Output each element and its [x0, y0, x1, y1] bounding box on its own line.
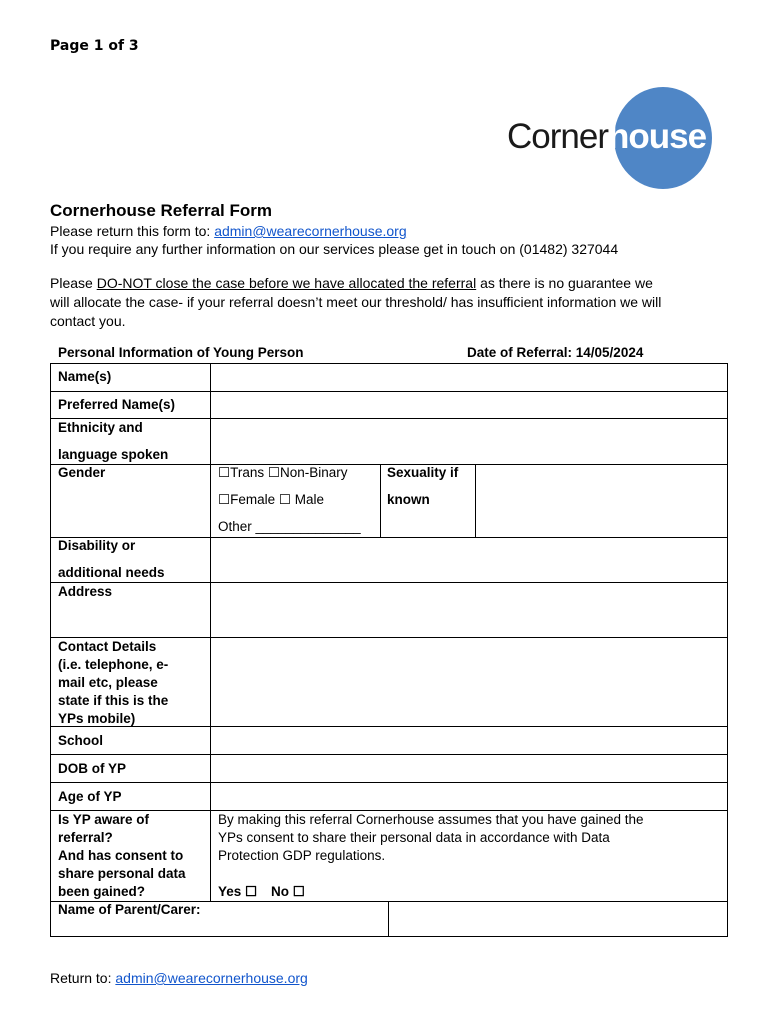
consent-line1: By making this referral Cornerhouse assumes that you have gained the [218, 812, 644, 827]
footer-prefix: Return to: [50, 970, 116, 986]
gender-other-blank[interactable]: ______________ [255, 519, 361, 534]
label-disability [58, 537, 165, 582]
label-consent-line3: And has consent to [58, 848, 184, 863]
gender-options [218, 464, 361, 536]
logo-text-house: house [607, 117, 707, 156]
consent-line2: YPs consent to share their personal data in accordance with Data [218, 830, 610, 845]
label-ethnicity-line1: Ethnicity and [58, 420, 143, 435]
label-sexuality-line2: known [387, 492, 430, 507]
label-disability-line1: Disability or [58, 538, 136, 553]
label-contact-line1: Contact Details [58, 639, 157, 654]
label-contact-line3: mail etc, please [58, 675, 158, 690]
notice-line-3: contact you. [50, 313, 126, 329]
logo [507, 117, 706, 157]
label-consent-line5: been gained? [58, 884, 146, 899]
section-title: Personal Information of Young Person [58, 345, 304, 360]
label-address: Address [58, 584, 113, 599]
label-contact-line5: YPs mobile) [58, 711, 136, 726]
consent-text [218, 811, 718, 865]
consent-no-checkbox[interactable]: No ☐ [271, 884, 305, 899]
contact-details-input[interactable] [211, 638, 727, 726]
label-names: Name(s) [58, 369, 112, 384]
label-parent-carer: Name of Parent/Carer: [58, 902, 201, 917]
label-dob: DOB of YP [58, 761, 127, 776]
referral-table [50, 363, 728, 937]
notice-prefix: Please [50, 275, 97, 291]
disability-input[interactable] [211, 538, 727, 582]
school-input[interactable] [211, 727, 727, 754]
footer-email-link[interactable]: admin@wearecornerhouse.org [115, 970, 308, 986]
gender-other-label: Other [218, 519, 252, 534]
gender-line-1[interactable]: ☐Trans ☐Non-Binary [218, 465, 348, 480]
label-sexuality-line1: Sexuality if [387, 465, 459, 480]
return-instruction [50, 222, 730, 241]
notice-line-2: will allocate the case- if your referral doesn’t meet our threshold/ has insufficient information we will [50, 294, 662, 310]
gender-line-2[interactable]: ☐Female ☐ Male [218, 492, 324, 507]
label-sexuality [387, 464, 458, 509]
age-input[interactable] [211, 783, 727, 810]
parent-carer-input[interactable] [389, 902, 727, 936]
ethnicity-input[interactable] [211, 419, 727, 464]
label-contact-details [58, 638, 168, 728]
preferred-names-input[interactable] [211, 392, 727, 418]
names-input[interactable] [211, 364, 727, 391]
footer [50, 970, 308, 986]
info-line: If you require any further information on our services please get in touch on (01482) 327044 [50, 241, 619, 257]
gender-other[interactable] [218, 518, 361, 536]
label-gender: Gender [58, 465, 106, 480]
label-consent-line4: share personal data [58, 866, 186, 881]
date-of-referral: Date of Referral: 14/05/2024 [467, 345, 644, 360]
notice-underlined: DO-NOT close the case before we have allocated the referral [96, 275, 477, 291]
logo-text-corner: Corner [507, 117, 608, 156]
consent-line3: Protection GDP regulations. [218, 848, 386, 863]
address-input[interactable] [211, 583, 727, 637]
email-link[interactable]: admin@wearecornerhouse.org [214, 223, 407, 239]
label-contact-line4: state if this is the [58, 693, 169, 708]
label-ethnicity-line2: language spoken [58, 447, 169, 462]
label-disability-line2: additional needs [58, 565, 165, 580]
notice-paragraph [50, 274, 730, 331]
label-school: School [58, 733, 104, 748]
return-prefix: Please return this form to: [50, 223, 215, 239]
label-ethnicity [58, 419, 168, 464]
notice-rest: as there is no guarantee we [476, 275, 653, 291]
sexuality-input[interactable] [476, 465, 727, 537]
page-number: Page 1 of 3 [50, 38, 139, 54]
form-title: Cornerhouse Referral Form [50, 201, 272, 220]
label-age: Age of YP [58, 789, 122, 804]
label-contact-line2: (i.e. telephone, e- [58, 657, 169, 672]
label-consent [58, 811, 186, 901]
consent-yes-checkbox[interactable]: Yes ☐ [218, 884, 258, 899]
label-consent-line2: referral? [58, 830, 113, 845]
dob-input[interactable] [211, 755, 727, 782]
label-consent-line1: Is YP aware of [58, 812, 150, 827]
label-preferred-names: Preferred Name(s) [58, 397, 176, 412]
